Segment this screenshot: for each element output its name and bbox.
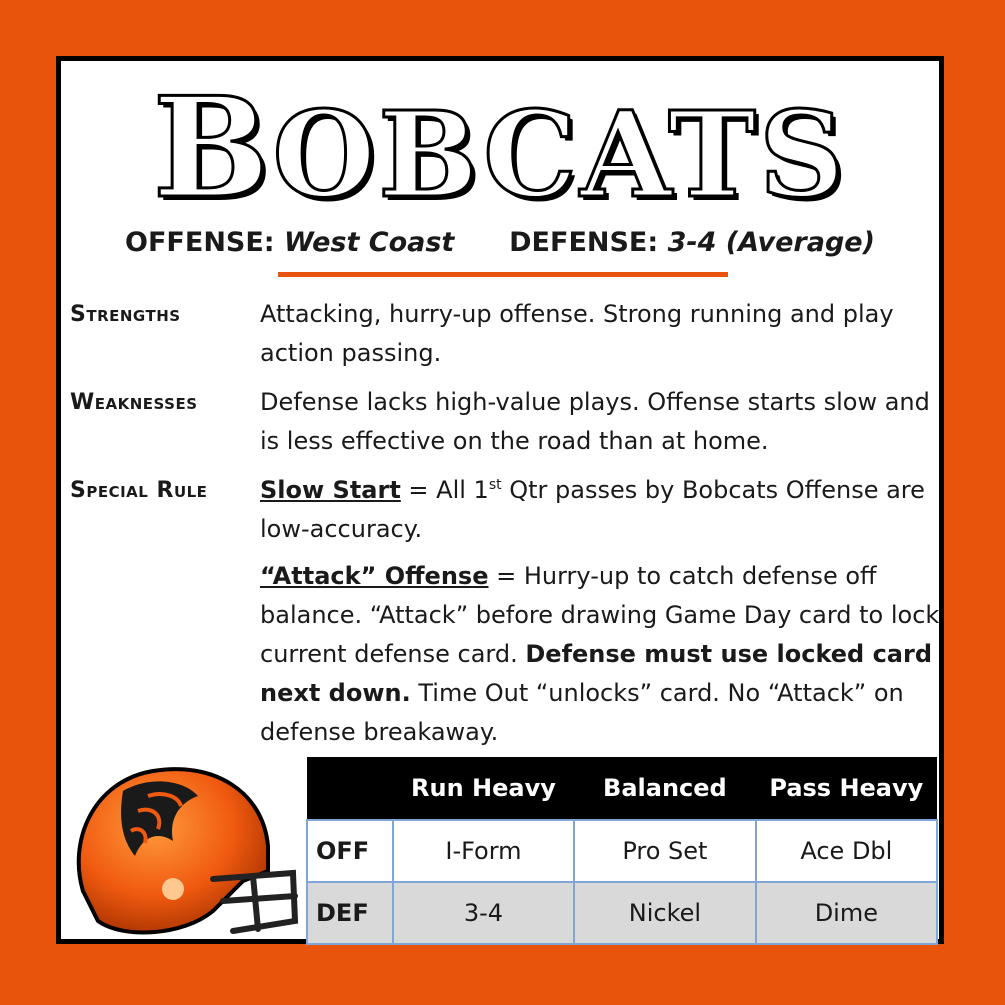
defense-value: 3-4 (Average): [667, 227, 875, 258]
formation-table: [306, 757, 938, 945]
slow-start-name: Slow Start: [260, 476, 401, 504]
divider: [278, 272, 728, 277]
scheme-line: [61, 225, 939, 261]
table-cell: Nickel: [574, 882, 756, 944]
special-rule-label: Special Rule: [70, 478, 208, 503]
weaknesses-label: Weaknesses: [70, 390, 198, 415]
attack-offense-rule: “Attack” Offense = Hurry-up to catch defense off balance. “Attack” before drawing Game Day card to lock current defense card. Defense must use locked card next down. Time Out “unlocks” card. No “Attack” on defense breakaway.: [260, 562, 940, 746]
table-header-balanced: Balanced: [574, 757, 756, 820]
row-label-off: OFF: [307, 820, 393, 882]
table-cell: Ace Dbl: [756, 820, 937, 882]
defense-label: DEFENSE:: [509, 227, 659, 258]
table-cell: Dime: [756, 882, 937, 944]
table-cell: 3-4: [393, 882, 574, 944]
table-header-empty: [307, 757, 393, 820]
weaknesses-text: Defense lacks high-value plays. Offense starts slow and is less effective on the road than at home.: [260, 388, 930, 455]
row-label-def: DEF: [307, 882, 393, 944]
table-row: [307, 820, 937, 882]
team-card: [56, 56, 944, 944]
strengths-label: Strengths: [70, 302, 181, 327]
table-row: [307, 882, 937, 944]
offense-label: OFFENSE:: [125, 227, 275, 258]
table-header-run-heavy: Run Heavy: [393, 757, 574, 820]
strengths-text: Attacking, hurry-up offense. Strong running and play action passing.: [260, 300, 894, 367]
football-helmet-icon: [63, 761, 303, 943]
table-header-pass-heavy: Pass Heavy: [756, 757, 937, 820]
attack-offense-name: “Attack” Offense: [260, 562, 489, 590]
team-title: BOBCATS: [152, 66, 848, 229]
slow-start-rule: Slow Start = All 1st Qtr passes by Bobcats Offense are low-accuracy.: [260, 476, 925, 543]
table-cell: Pro Set: [574, 820, 756, 882]
table-cell: I-Form: [393, 820, 574, 882]
offense-value: West Coast: [284, 227, 455, 258]
